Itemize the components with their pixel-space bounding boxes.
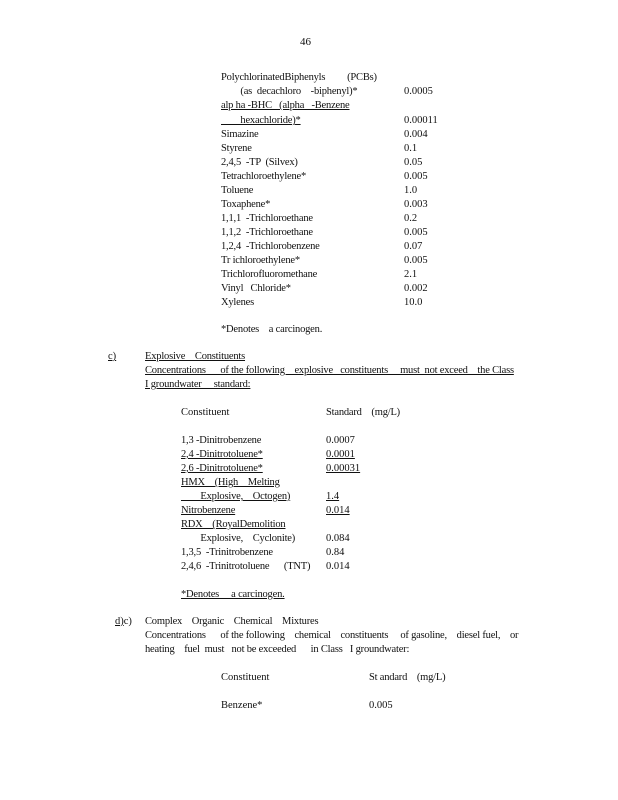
column-header-constituent: Constituent (181, 407, 230, 418)
table-row-value: 0.005 (404, 171, 428, 182)
section-label (115, 616, 132, 628)
table-row-value: 1.0 (404, 185, 418, 196)
column-header-constituent: Constituent (221, 672, 270, 683)
table-row-name: (as decachloro -biphenyl)* (221, 86, 358, 97)
footnote: *Denotes a carcinogen. (221, 324, 323, 335)
table-row-name: Vinyl Chloride* (221, 283, 291, 294)
table-row-name: Benzene* (221, 700, 263, 711)
column-header-standard: Standard (mg/L) (326, 407, 400, 418)
column-header-standard: St andard (mg/L) (369, 672, 446, 683)
section-text-line: heating fuel must not be exceeded in Class I groundwater: (145, 644, 410, 655)
section-label-struck: d) (115, 616, 124, 627)
table-row-value: 0.84 (326, 547, 345, 558)
table-row-value: 0.2 (404, 213, 418, 224)
section-label-new: c) (123, 616, 132, 627)
section-heading: Explosive Constituents (145, 351, 246, 362)
table-row-value: 10.0 (404, 297, 423, 308)
table-row-name: Explosive, Cyclonite) (181, 533, 296, 544)
table-row-name: Trichlorofluoromethane (221, 269, 318, 280)
table-row-name: Styrene (221, 143, 252, 154)
table-row-value: 0.00031 (326, 463, 361, 474)
table-row-value: 0.005 (369, 700, 393, 711)
table-row-value: 0.0007 (326, 435, 355, 446)
table-row-value: 0.084 (326, 533, 350, 544)
table-row-value: 0.05 (404, 157, 423, 168)
footnote: *Denotes a carcinogen. (181, 589, 285, 600)
section-text-line: Concentrations of the following explosive constituents must not exceed the Class (145, 365, 514, 376)
table-row-name: 2,6 -Dinitrotoluene* (181, 463, 263, 474)
table-row-name: 2,4 -Dinitrotoluene* (181, 449, 263, 460)
table-row-name: RDX (RoyalDemolition (181, 519, 286, 530)
table-row-name: PolychlorinatedBiphenyls (PCBs) (221, 72, 377, 83)
table-row-name: 1,3 -Dinitrobenzene (181, 435, 262, 446)
section-text-line: Concentrations of the following chemical constituents of gasoline, diesel fuel, or (145, 630, 519, 641)
table-row-name: 1,2,4 -Trichlorobenzene (221, 241, 320, 252)
page-number: 46 (300, 36, 311, 48)
table-row-name: 2,4,5 -TP (Silvex) (221, 157, 298, 168)
table-row-name: 2,4,6 -Trinitrotoluene (TNT) (181, 561, 311, 572)
table-row-value: 0.005 (404, 255, 428, 266)
table-row-name: 1,1,2 -Trichloroethane (221, 227, 313, 238)
section-label: c) (108, 351, 117, 362)
table-row-name: Xylenes (221, 297, 255, 308)
table-row-value: 0.014 (326, 561, 350, 572)
table-row-name: 1,1,1 -Trichloroethane (221, 213, 313, 224)
table-row-name: Tr ichloroethylene* (221, 255, 300, 266)
table-row-name: Nitrobenzene (181, 505, 236, 516)
table-row-name: alp ha -BHC (alpha -Benzene (221, 100, 350, 111)
table-row-name: Toluene (221, 185, 254, 196)
table-row-value: 0.002 (404, 283, 428, 294)
table-row-value: 0.07 (404, 241, 423, 252)
table-row-value: 0.00011 (404, 115, 438, 126)
table-row-value: 0.004 (404, 129, 428, 140)
table-row-value: 0.0005 (404, 86, 433, 97)
table-row-value: 2.1 (404, 269, 418, 280)
table-row-name: Simazine (221, 129, 259, 140)
section-text-line: I groundwater standard: (145, 379, 251, 390)
table-row-value: 1.4 (326, 491, 340, 502)
table-row-name: Explosive, Octogen) (181, 491, 291, 502)
table-row-name: 1,3,5 -Trinitrobenzene (181, 547, 273, 558)
table-row-value: 0.014 (326, 505, 350, 516)
table-row-name: Tetrachloroethylene* (221, 171, 307, 182)
table-row-value: 0.005 (404, 227, 428, 238)
section-heading: Complex Organic Chemical Mixtures (145, 616, 319, 627)
table-row-name: HMX (High Melting (181, 477, 280, 488)
table-row-name: hexachloride)* (221, 115, 301, 126)
table-row-name: Toxaphene* (221, 199, 271, 210)
table-row-value: 0.0001 (326, 449, 355, 460)
table-row-value: 0.1 (404, 143, 418, 154)
table-row-value: 0.003 (404, 199, 428, 210)
